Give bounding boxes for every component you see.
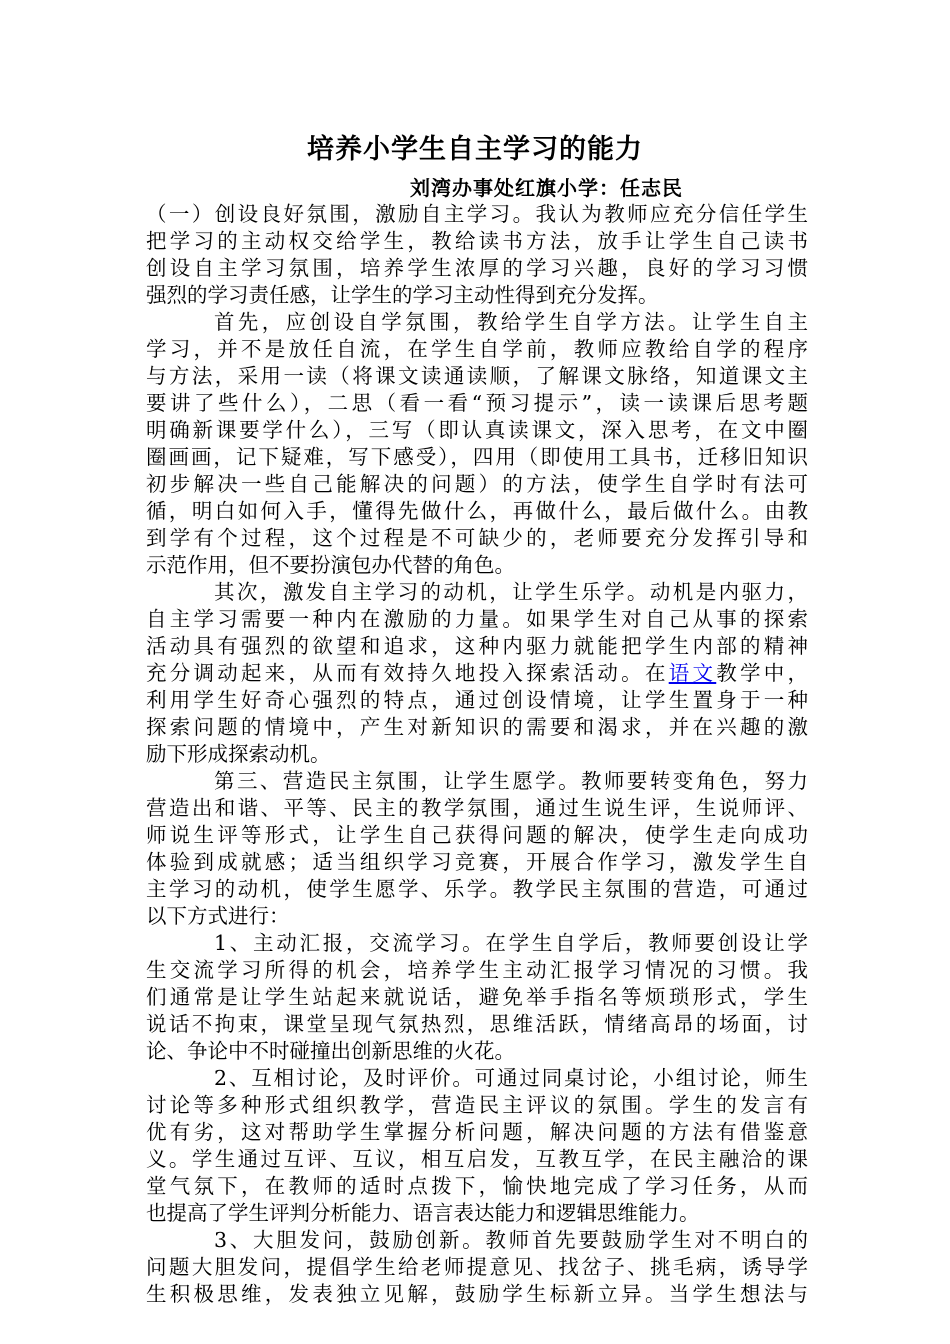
body-line (146, 498, 808, 525)
body-line (146, 741, 808, 768)
body-line (146, 984, 808, 1011)
body-line (146, 606, 808, 633)
line-text: 说话不拘束，课堂呈现气氛热烈，思维活跃，情绪高昂的场面，讨 (146, 1012, 808, 1036)
body-line (146, 228, 808, 255)
line-text: 探索问题的情境中，产生对新知识的需要和渴求，并在兴趣的激 (146, 715, 808, 739)
body-line (146, 1065, 808, 1092)
line-text: 示范作用，但不要扮演包办代替的角色。 (146, 553, 515, 577)
body-line (146, 1281, 808, 1308)
body-line (146, 849, 808, 876)
body-line (146, 1227, 808, 1254)
line-text: 主学习的动机，使学生愿学、乐学。教学民主氛围的营造，可通过 (146, 877, 808, 901)
author-line: 刘湾办事处红旗小学：任志民 (410, 176, 683, 200)
body-line (146, 363, 808, 390)
body-line (146, 714, 808, 741)
body-line (146, 255, 808, 282)
body-line (146, 417, 808, 444)
body-line (146, 876, 808, 903)
body-line (146, 1038, 808, 1065)
line-text: 生交流学习所得的机会，培养学生主动汇报学习情况的习惯。我 (146, 958, 808, 982)
body-line (146, 633, 808, 660)
line-text: （一）创设良好氛围，激励自主学习。我认为教师应充分信任学生 (146, 202, 808, 226)
line-text: 循，明白如何入手，懂得先做什么，再做什么，最后做什么。由教 (146, 499, 808, 523)
line-text: 活动具有强烈的欲望和追求，这种内驱力就能把学生内部的精神 (146, 634, 808, 658)
line-text: 体验到成就感；适当组织学习竞赛，开展合作学习，激发学生自 (146, 850, 808, 874)
line-text: 优有劣，这对帮助学生掌握分析问题，解决问题的方法有借鉴意 (146, 1120, 808, 1144)
line-text: 论、争论中不时碰撞出创新思维的火花。 (146, 1039, 515, 1063)
body-line (146, 768, 808, 795)
line-text: 强烈的学习责任感，让学生的学习主动性得到充分发挥。 (146, 283, 659, 307)
body-line (146, 525, 808, 552)
line-text: 教学中， (716, 661, 809, 685)
body-line (146, 957, 808, 984)
body-line (146, 444, 808, 471)
body-line (146, 309, 808, 336)
body-line (146, 1254, 808, 1281)
line-text: 3、大胆发问，鼓励创新。教师首先要鼓励学生对不明白的 (214, 1228, 808, 1252)
line-text: 把学习的主动权交给学生，教给读书方法，放手让学生自己读书 (146, 229, 808, 253)
body-line (146, 687, 808, 714)
body-line (146, 1011, 808, 1038)
line-text: 明确新课要学什么），三写（即认真读课文，深入思考，在文中圈 (146, 418, 808, 442)
line-text: 第三、营造民主氛围，让学生愿学。教师要转变角色，努力 (214, 769, 808, 793)
line-text: 要讲了些什么），二思（看一看“预习提示”，读一读课后思考题 (146, 391, 808, 415)
body-line (146, 930, 808, 957)
body-line (146, 552, 808, 579)
line-text: 师说生评等形式，让学生自己获得问题的解决，使学生走向成功 (146, 823, 808, 847)
body-line (146, 1200, 808, 1227)
body-line (146, 282, 808, 309)
line-text: 义。学生通过互评、互议，相互启发，互教互学，在民主融洽的课 (146, 1147, 808, 1171)
body-line (146, 1173, 808, 1200)
body-line (146, 660, 808, 687)
body-line (146, 903, 808, 930)
body-line (146, 1146, 808, 1173)
body-line (146, 795, 808, 822)
body-line (146, 390, 808, 417)
body-line (146, 336, 808, 363)
body-line (146, 579, 808, 606)
line-text: 问题大胆发问，提倡学生给老师提意见、找岔子、挑毛病，诱导学 (146, 1255, 808, 1279)
line-text: 2、互相讨论，及时评价。可通过同桌讨论，小组讨论，师生 (214, 1066, 808, 1090)
line-text: 讨论等多种形式组织教学，营造民主评议的氛围。学生的发言有 (146, 1093, 808, 1117)
line-text: 堂气氛下，在教师的适时点拨下，愉快地完成了学习任务，从而 (146, 1174, 808, 1198)
line-text: 与方法，采用一读（将课文读通读顺，了解课文脉络，知道课文主 (146, 364, 808, 388)
line-text: 到学有个过程，这个过程是不可缺少的，老师要充分发挥引导和 (146, 526, 808, 550)
line-text: 初步解决一些自己能解决的问题）的方法，使学生自学时有法可 (146, 472, 808, 496)
line-text: 圈画画，记下疑难，写下感受），四用（即使用工具书，迁移旧知识 (146, 445, 808, 469)
line-text: 学习，并不是放任自流，在学生自学前，教师应教给自学的程序 (146, 337, 808, 361)
line-text: 首先，应创设自学氛围，教给学生自学方法。让学生自主 (214, 310, 808, 334)
body-line (146, 822, 808, 849)
line-text: 以下方式进行： (146, 904, 290, 928)
line-text: 创设自主学习氛围，培养学生浓厚的学习兴趣，良好的学习习惯 (146, 256, 808, 280)
line-text: 们通常是让学生站起来就说话，避免举手指名等烦琐形式，学生 (146, 985, 808, 1009)
line-text: 励下形成探索动机。 (146, 742, 331, 766)
document-title: 培养小学生自主学习的能力 (307, 134, 643, 165)
line-text: 生积极思维，发表独立见解，鼓励学生标新立异。当学生想法与 (146, 1282, 808, 1306)
inline-link-yuwen[interactable]: 语文 (668, 661, 717, 685)
line-text: 营造出和谐、平等、民主的教学氛围，通过生说生评，生说师评、 (146, 796, 808, 820)
line-text: 利用学生好奇心强烈的特点，通过创设情境，让学生置身于一种 (146, 688, 808, 712)
line-text: 也提高了学生评判分析能力、语言表达能力和逻辑思维能力。 (146, 1201, 700, 1225)
line-text: 自主学习需要一种内在激励的力量。如果学生对自己从事的探索 (146, 607, 808, 631)
body-line (146, 471, 808, 498)
line-text: 1、主动汇报，交流学习。在学生自学后，教师要创设让学 (214, 931, 808, 955)
line-text: 其次，激发自主学习的动机，让学生乐学。动机是内驱力， (214, 580, 808, 604)
body-line (146, 201, 808, 228)
body-line (146, 1119, 808, 1146)
document-body (146, 201, 808, 1308)
body-line (146, 1092, 808, 1119)
line-text: 充分调动起来，从而有效持久地投入探索活动。在 (146, 661, 669, 685)
